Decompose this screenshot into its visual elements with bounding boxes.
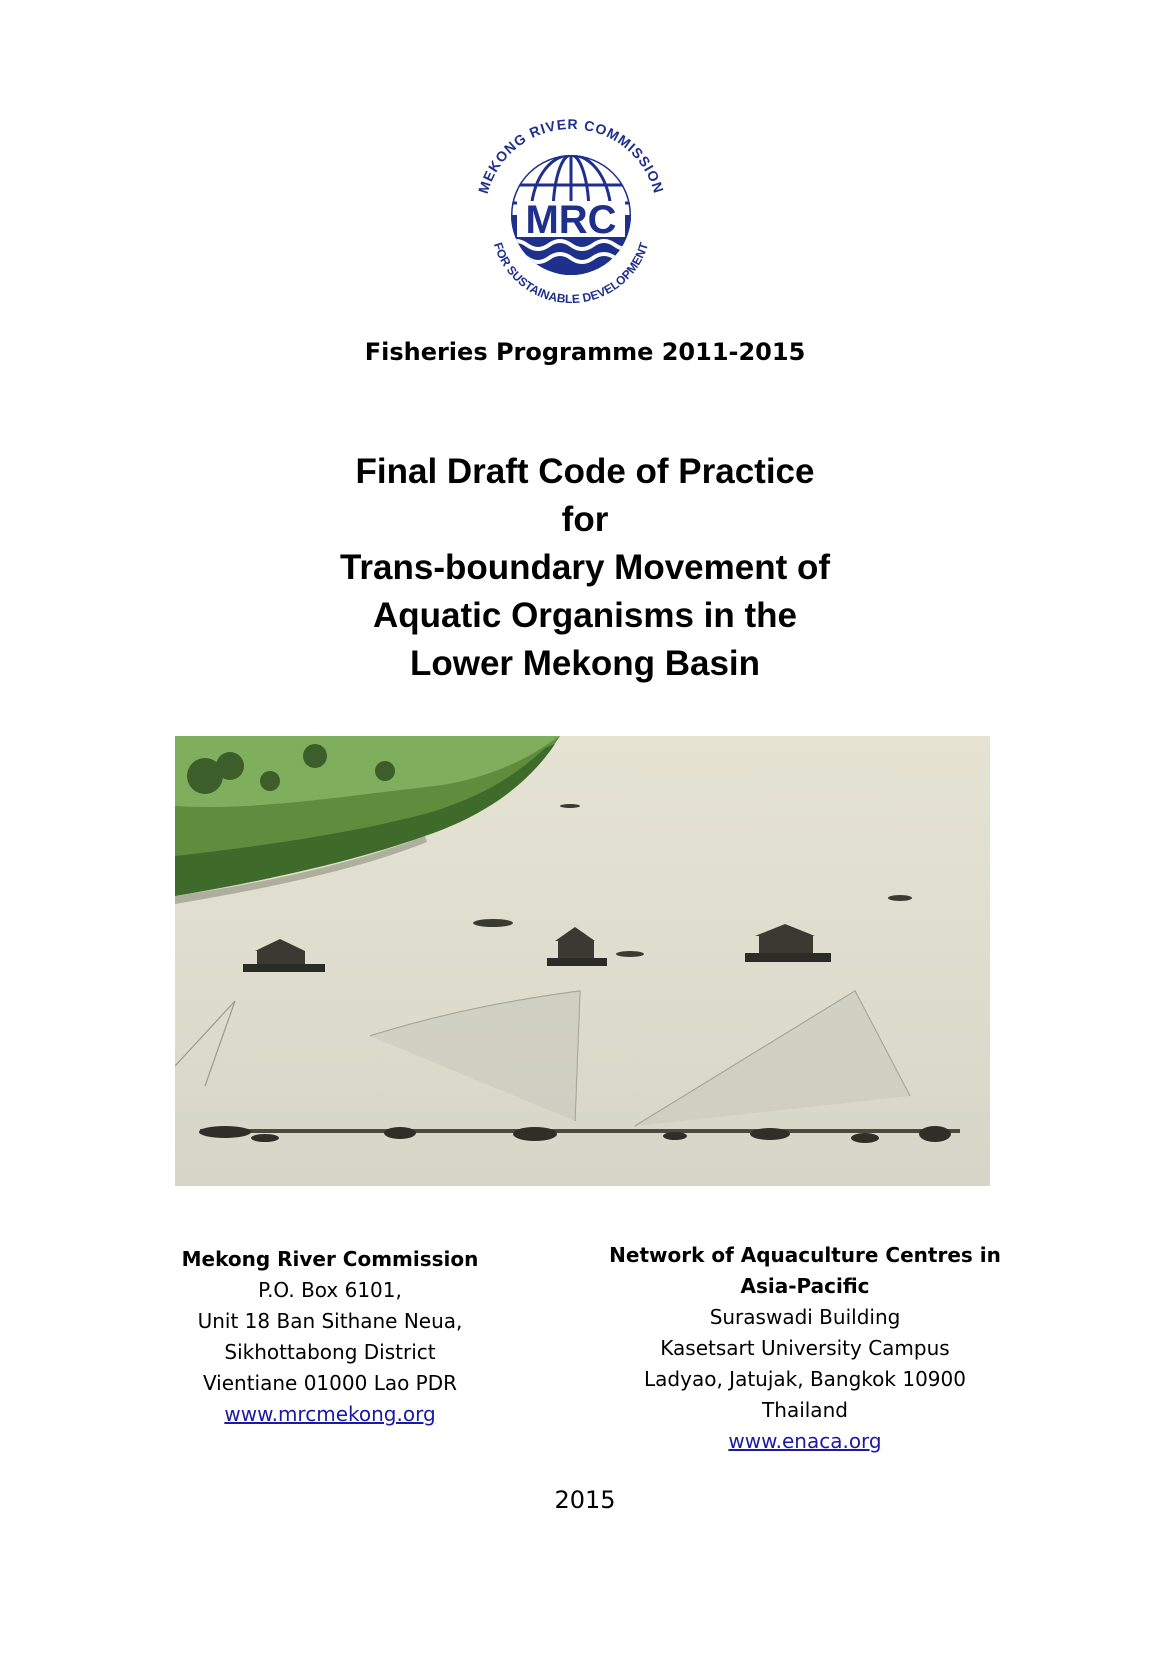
logo-arc-top-text: MEKONG RIVER COMMISSION: [474, 115, 668, 196]
naca-address-block: [585, 1240, 1025, 1457]
mrc-website-link[interactable]: www.mrcmekong.org: [224, 1402, 436, 1426]
address-line: Sikhottabong District: [224, 1340, 436, 1364]
address-line: Unit 18 Ban Sithane Neua,: [197, 1309, 463, 1333]
address-line: Ladyao, Jatujak, Bangkok 10900: [644, 1367, 966, 1391]
logo-arc-bottom-text: FOR SUSTAINABLE DEVELOPMENT: [490, 240, 652, 307]
naca-website-link[interactable]: www.enaca.org: [728, 1429, 882, 1453]
title-line: Lower Mekong Basin: [409, 644, 761, 683]
mrc-org-name: Mekong River Commission: [181, 1247, 479, 1271]
naca-org-name: Network of Aquaculture Centres in: [609, 1243, 1001, 1267]
cover-photo: [175, 736, 990, 1186]
mrc-logo-graphic: [465, 105, 677, 317]
title-line: Final Draft Code of Practice: [355, 452, 815, 491]
mrc-logo: [465, 105, 677, 317]
river-fishing-scene: [175, 736, 990, 1186]
logo-acronym: MRC: [525, 198, 617, 242]
title-line: Aquatic Organisms in the: [373, 596, 797, 635]
address-line: Vientiane 01000 Lao PDR: [202, 1371, 458, 1395]
document-title: [285, 448, 885, 688]
title-line: Trans-boundary Movement of: [339, 548, 831, 587]
address-line: P.O. Box 6101,: [258, 1278, 402, 1302]
mrc-address-block: [160, 1244, 500, 1430]
naca-org-name: Asia-Pacific: [740, 1274, 870, 1298]
programme-heading: Fisheries Programme 2011-2015: [364, 338, 806, 366]
title-line: for: [561, 500, 609, 539]
address-line: Thailand: [762, 1398, 848, 1422]
publication-year: 2015: [554, 1486, 616, 1514]
address-line: Suraswadi Building: [709, 1305, 901, 1329]
address-line: Kasetsart University Campus: [660, 1336, 950, 1360]
